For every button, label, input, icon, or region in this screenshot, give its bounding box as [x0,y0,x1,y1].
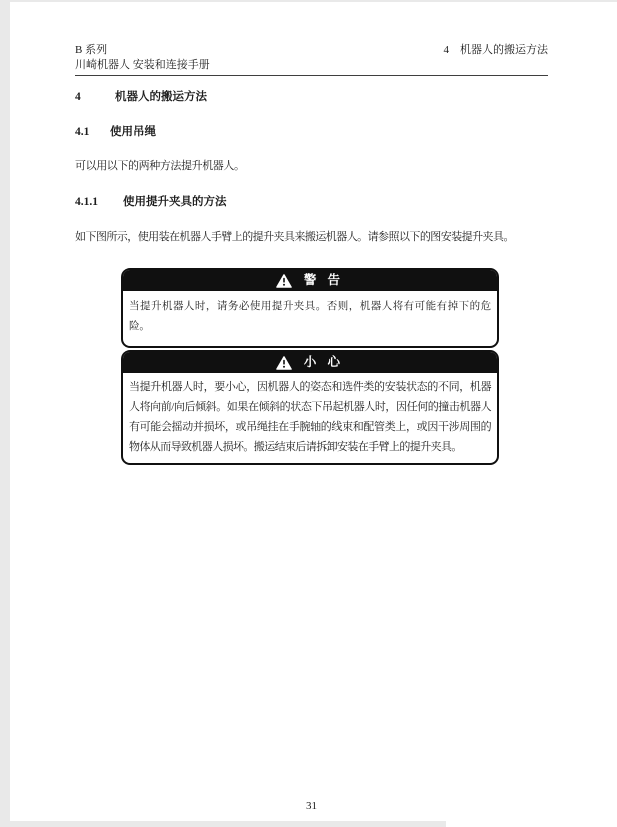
section-title: 使用提升夹具的方法 [123,196,227,208]
caution-box [121,350,499,465]
caution-box-body: 当提升机器人时，要小心，因机器人的姿态和选件类的安装状态的不同，机器人将向前/向后倾斜。如果在倾斜的状态下吊起机器人时，因任何的撞击机器人有可能会摇动并损坏，或吊绳挂在手腕轴的线束和配管类上，或因干涉周围的物体从而导致机器人损坏。搬运结束后请拆卸安装在手臂上的提升夹具。 [129,381,491,453]
caution-box-header [123,352,497,373]
section-heading-4-1 [75,126,156,139]
warning-box-body: 当提升机器人时，请务必使用提升夹具。否则，机器人将有可能有掉下的危险。 [129,301,491,332]
scan-margin-top [0,0,617,2]
section-number: 4.1.1 [75,196,98,208]
scan-margin-left [0,0,10,827]
paragraph-lift-methods: 可以用以下的两种方法提升机器人。 [75,160,245,172]
warning-box-header [123,270,497,291]
warning-box [121,268,499,348]
chapter-label: 4 机器人的搬运方法 [443,44,548,56]
manual-title: 川崎机器人 安装和连接手册 [75,59,210,71]
paragraph-lifting-fixture: 如下图所示，使用装在机器人手臂上的提升夹具来搬运机器人。请参照以下的图安装提升夹具。 [75,231,514,243]
page-number: 31 [306,800,317,812]
section-heading-4 [75,91,207,104]
warning-triangle-icon [276,356,292,370]
caution-box-label: 小 心 [303,355,345,369]
series-label: B 系列 [75,44,108,56]
section-title: 使用吊绳 [110,126,156,138]
warning-box-label: 警 告 [303,273,345,287]
running-header [75,43,548,76]
section-number: 4.1 [75,126,90,138]
section-number: 4 [75,91,81,103]
warning-triangle-icon [276,274,292,288]
section-title: 机器人的搬运方法 [115,91,207,103]
scan-margin-bottom [0,821,446,827]
section-heading-4-1-1 [75,196,227,209]
